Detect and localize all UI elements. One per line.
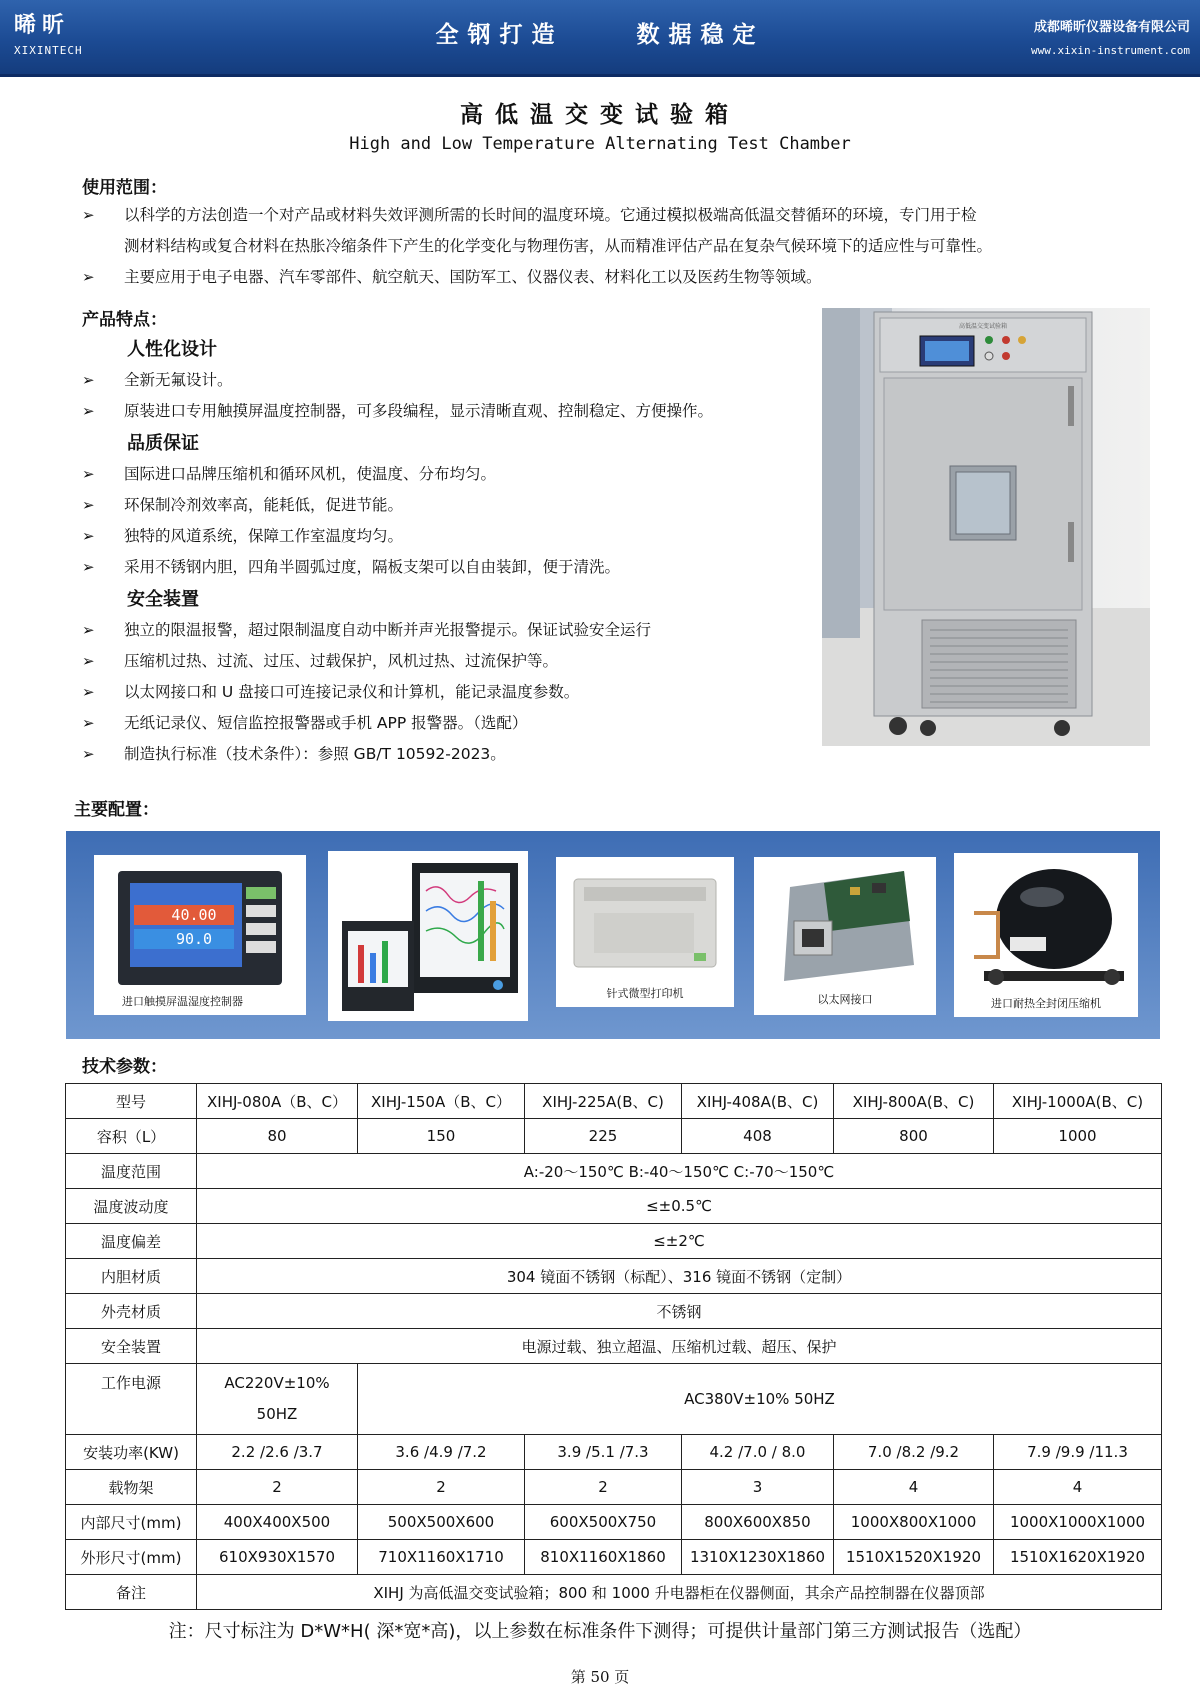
compressor-icon	[954, 853, 1138, 1017]
arrow-icon: ➢	[82, 714, 95, 732]
list-item: 测材料结构或复合材料在热胀冷缩条件下产生的化学变化与物理伤害，从而精准评估产品在复杂气候环境下的适应性与可靠性。	[124, 237, 993, 255]
page-number: 第 50 页	[570, 1668, 630, 1686]
arrow-icon: ➢	[82, 558, 95, 576]
table-row: 容积（L） 80 150 225 408 800 1000	[66, 1119, 1162, 1154]
config-strip	[66, 831, 1160, 1039]
feature-group-title: 品质保证	[127, 433, 199, 454]
brand-name-en: XIXINTECH	[14, 44, 83, 57]
config-label: 针式微型打印机	[606, 987, 684, 1000]
table-row: 工作电源 AC220V±10% 50HZ AC380V±10% 50HZ	[66, 1364, 1162, 1435]
arrow-icon: ➢	[82, 465, 95, 483]
scope-heading: 使用范围：	[82, 178, 167, 198]
panel-label: 高低温交变试验箱	[958, 323, 1008, 330]
list-item: ➢ 以科学的方法创造一个对产品或材料失效评测所需的长时间的温度环境。它通过模拟极端高低温交替循环的环境，专门用于检	[82, 200, 1142, 231]
table-row: 温度范围 A:-20～150℃ B:-40～150℃ C:-70～150℃	[66, 1154, 1162, 1189]
table-row: 外形尺寸(mm) 610X930X1570 710X1160X1710 810X1160X1860 1310X1230X1860 1510X1520X1920 1510X1620X1920	[66, 1540, 1162, 1575]
arrow-icon: ➢	[82, 745, 95, 763]
list-item: ➢ 压缩机过热、过流、过压、过载保护，风机过热、过流保护等。	[82, 646, 802, 677]
config-item-ethernet	[754, 857, 936, 1015]
brand-name: 晞昕	[14, 13, 71, 38]
specs-table	[65, 1083, 1162, 1610]
slogan-2: 数据稳定	[636, 22, 765, 48]
product-photo	[822, 308, 1150, 746]
table-row: 型号 XIHJ-080A（B、C） XIHJ-150A（B、C） XIHJ-225A(B、C) XIHJ-408A(B、C) XIHJ-800A(B、C) XIHJ-1000A(B、C)	[66, 1084, 1162, 1119]
table-row: 内胆材质 304 镜面不锈钢（标配）、316 镜面不锈钢（定制）	[66, 1259, 1162, 1294]
header-banner	[0, 0, 1200, 77]
page-subtitle: High and Low Temperature Alternating Test Chamber	[349, 134, 851, 154]
table-row: 载物架 2 2 2 3 4 4	[66, 1470, 1162, 1505]
list-item: ➢ 独立的限温报警，超过限制温度自动中断并声光报警提示。保证试验安全运行	[82, 615, 802, 646]
specs-heading: 技术参数：	[82, 1057, 167, 1077]
controller-icon	[94, 855, 306, 1015]
slogan-1: 全钢打造	[435, 22, 564, 48]
arrow-icon: ➢	[82, 371, 95, 389]
arrow-icon: ➢	[82, 206, 95, 224]
arrow-icon: ➢	[82, 527, 95, 545]
list-item: ➢ 主要应用于电子电器、汽车零部件、航空航天、国防军工、仪器仪表、材料化工以及医药生物等领域。	[82, 262, 1142, 293]
table-row: 温度波动度 ≤±0.5℃	[66, 1189, 1162, 1224]
config-label: 以太网接口	[817, 993, 873, 1006]
config-heading: 主要配置：	[74, 800, 159, 820]
table-row: 温度偏差 ≤±2℃	[66, 1224, 1162, 1259]
config-item-controller	[94, 855, 306, 1015]
list-item: ➢ 采用不锈钢内胆，四角半圆弧过度，隔板支架可以自由装卸，便于清洗。	[82, 552, 802, 583]
table-row: 安全装置 电源过载、独立超温、压缩机过载、超压、保护	[66, 1329, 1162, 1364]
list-item: ➢ 制造执行标准（技术条件）：参照 GB/T 10592-2023。	[82, 739, 802, 770]
list-item: ➢ 环保制冷剂效率高，能耗低，促进节能。	[82, 490, 802, 521]
list-item: ➢ 无纸记录仪、短信监控报警器或手机 APP 报警器。（选配）	[82, 708, 802, 739]
list-item: ➢ 全新无氟设计。	[82, 365, 802, 396]
feature-group-title: 人性化设计	[127, 339, 217, 360]
config-label: 进口耐热全封闭压缩机	[991, 997, 1101, 1010]
arrow-icon: ➢	[82, 621, 95, 639]
features-heading: 产品特点：	[82, 310, 167, 330]
config-item-compressor	[954, 853, 1138, 1017]
feature-group-title: 安全装置	[127, 589, 199, 610]
table-row: 安装功率(KW) 2.2 /2.6 /3.7 3.6 /4.9 /7.2 3.9 /5.1 /7.3 4.2 /7.0 / 8.0 7.0 /8.2 /9.2 7.9 /9.9 /11.3	[66, 1435, 1162, 1470]
chamber-illustration	[822, 308, 1150, 746]
config-item-printer	[556, 857, 734, 1007]
table-row: 备注 XIHJ 为高低温交变试验箱；800 和 1000 升电器柜在仪器侧面，其余产品控制器在仪器顶部	[66, 1575, 1162, 1610]
controller-readout-1: 40.00	[171, 906, 217, 924]
list-item: ➢ 以太网接口和 U 盘接口可连接记录仪和计算机，能记录温度参数。	[82, 677, 802, 708]
arrow-icon: ➢	[82, 652, 95, 670]
config-item-recorder	[328, 851, 528, 1021]
arrow-icon: ➢	[82, 496, 95, 514]
controller-readout-2: 90.0	[175, 930, 213, 948]
website: www.xixin-instrument.com	[1031, 44, 1190, 57]
table-row: 内部尺寸(mm) 400X400X500 500X500X600 600X500X750 800X600X850 1000X800X1000 1000X1000X1000	[66, 1505, 1162, 1540]
arrow-icon: ➢	[82, 402, 95, 420]
list-item: ➢ 独特的风道系统，保障工作室温度均匀。	[82, 521, 802, 552]
company-name: 成都晞昕仪器设备有限公司	[1033, 20, 1190, 35]
slogan	[0, 16, 1200, 49]
list-item: ➢ 原装进口专用触摸屏温度控制器，可多段编程，显示清晰直观、控制稳定、方便操作。	[82, 396, 822, 427]
arrow-icon: ➢	[82, 268, 95, 286]
footnote: 注：尺寸标注为 D*W*H( 深*宽*高)，以上参数在标准条件下测得；可提供计量部门第三方测试报告（选配）	[168, 1621, 1032, 1642]
table-row: 外壳材质 不锈钢	[66, 1294, 1162, 1329]
config-label: 进口触摸屏温湿度控制器	[122, 995, 243, 1008]
list-item: ➢ 国际进口品牌压缩机和循环风机，使温度、分布均匀。	[82, 459, 802, 490]
page-title: 高低温交变试验箱	[460, 102, 740, 128]
arrow-icon: ➢	[82, 683, 95, 701]
recorder-icon	[328, 851, 528, 1021]
